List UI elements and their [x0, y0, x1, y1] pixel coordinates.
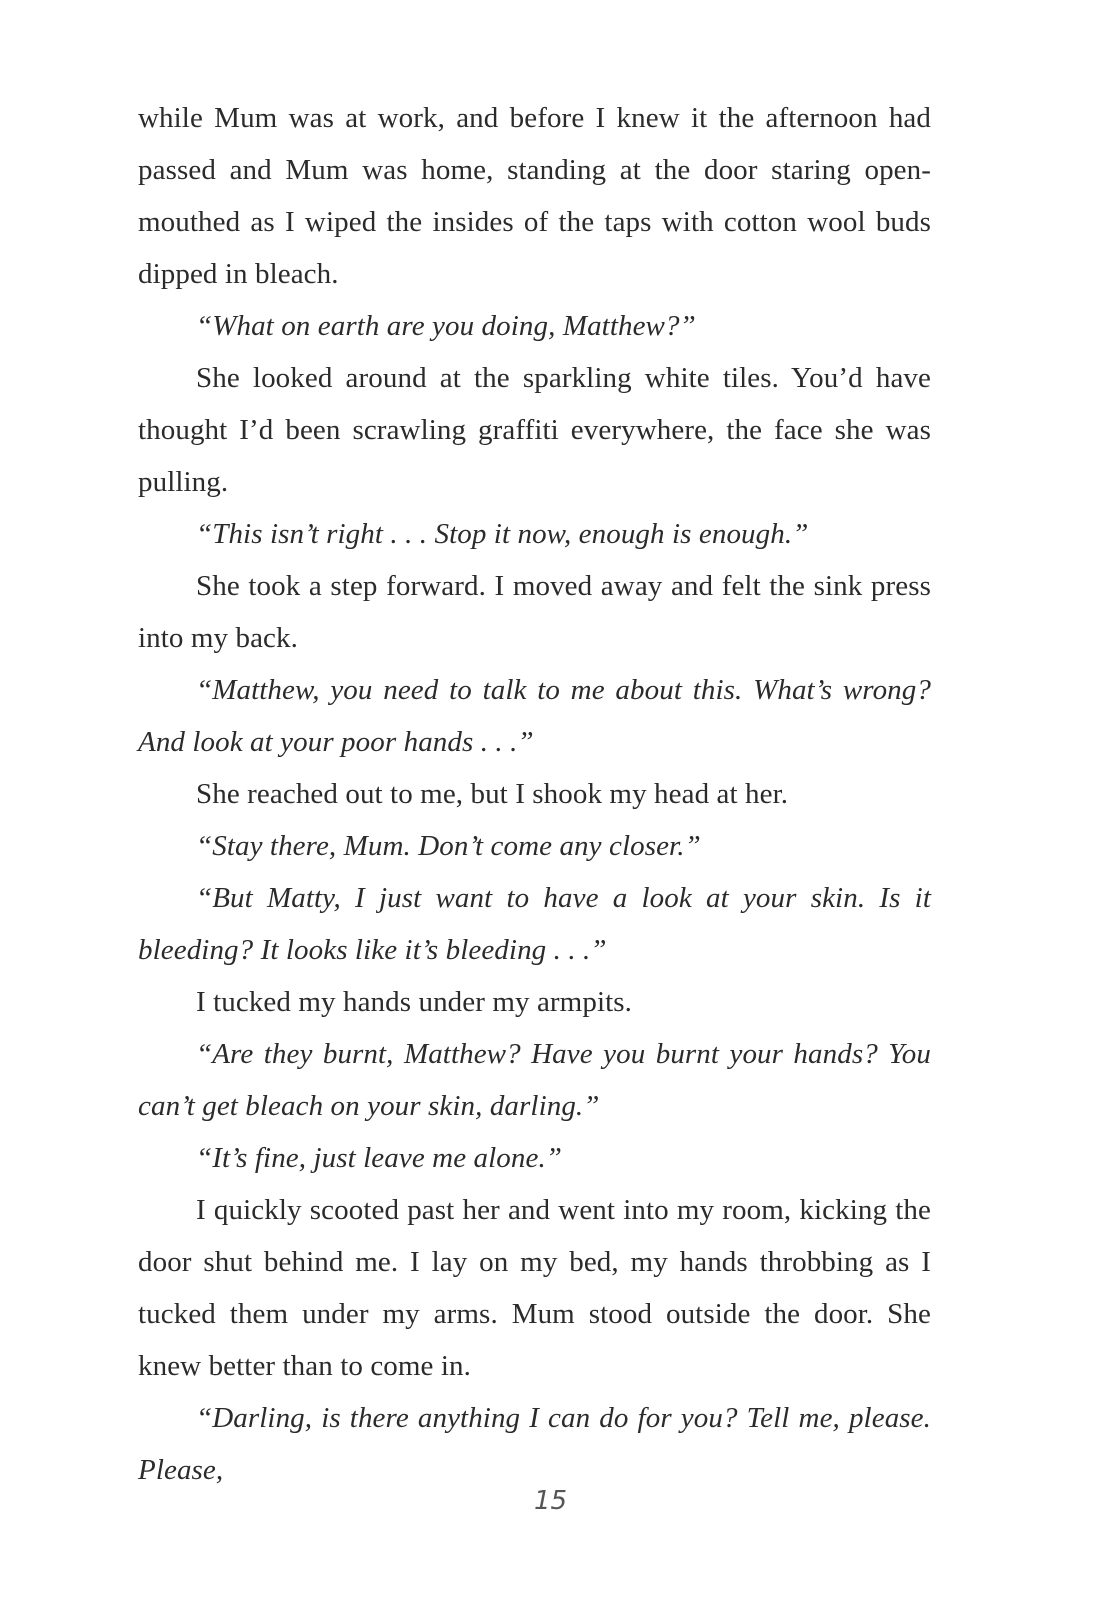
dialogue-paragraph: “What on earth are you doing, Matthew?” — [196, 310, 696, 342]
paragraph: I quickly scooted past her and went into my room, kicking the door shut behind me. I lay on my bed, my hands throbbing as I tucked them under my arms. Mum stood outside the door. She knew better than to come in. — [138, 1194, 931, 1382]
body-text — [138, 92, 931, 1496]
paragraph: while Mum was at work, and before I knew it the afternoon had passed and Mum was home, standing at the door staring open-mouthed as I wiped the insides of the taps with cotton wool buds dipped in bleach. — [138, 102, 931, 290]
dialogue-paragraph: “Darling, is there anything I can do for you? Tell me, please. Please, — [138, 1402, 931, 1486]
paragraph: She took a step forward. I moved away and felt the sink press into my back. — [138, 570, 931, 654]
paragraph: I tucked my hands under my armpits. — [196, 986, 632, 1018]
dialogue-paragraph: “This isn’t right . . . Stop it now, enough is enough.” — [196, 518, 809, 550]
dialogue-paragraph: “It’s fine, just leave me alone.” — [196, 1142, 563, 1174]
dialogue-paragraph: “But Matty, I just want to have a look at your skin. Is it bleeding? It looks like it’s bleeding . . .” — [138, 882, 931, 966]
dialogue-paragraph: “Stay there, Mum. Don’t come any closer.” — [196, 830, 701, 862]
page-number: 15 — [533, 1486, 568, 1516]
paragraph: She looked around at the sparkling white tiles. You’d have thought I’d been scrawling graffiti everywhere, the face she was pulling. — [138, 362, 931, 498]
dialogue-paragraph: “Matthew, you need to talk to me about this. What’s wrong? And look at your poor hands . . .” — [138, 674, 931, 758]
paragraph: She reached out to me, but I shook my head at her. — [196, 778, 789, 810]
dialogue-paragraph: “Are they burnt, Matthew? Have you burnt your hands? You can’t get bleach on your skin, darling.” — [138, 1038, 931, 1122]
